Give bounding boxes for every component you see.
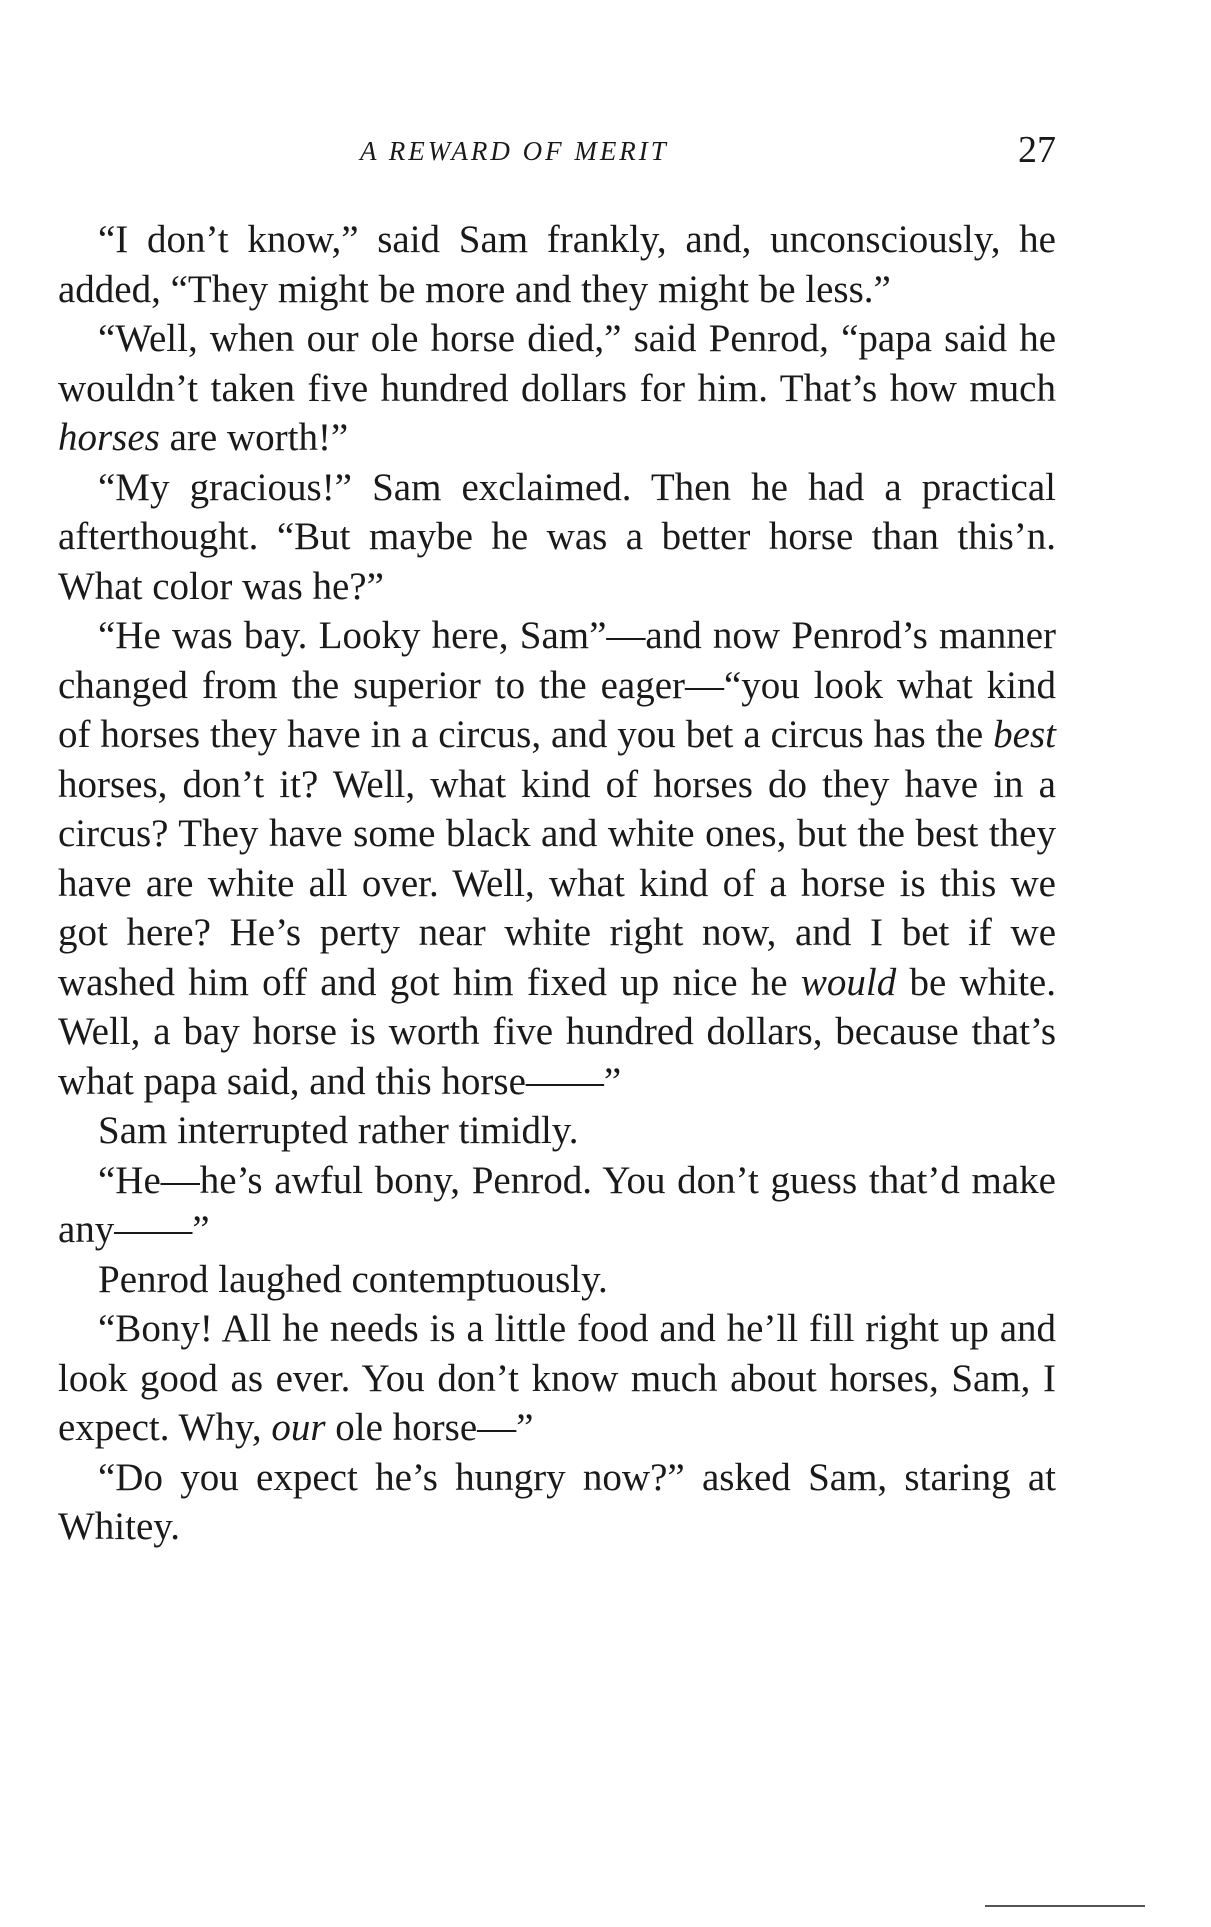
text-run: are worth!”	[159, 416, 349, 459]
italic-text: our	[271, 1406, 326, 1449]
italic-text: would	[800, 960, 897, 1004]
paragraph	[58, 1304, 1056, 1453]
running-title: A REWARD OF MERIT	[360, 136, 669, 166]
bottom-rule	[985, 1905, 1145, 1907]
text-run: “Well, when our ole horse died,” said Penrod, “papa said he wouldn’t taken five hundred dollars for him. That’s how much	[58, 317, 1056, 410]
paragraph	[58, 1156, 1056, 1255]
italic-text: horses	[58, 416, 160, 459]
page-number: 27	[1018, 129, 1056, 171]
text-run: “My gracious!” Sam exclaimed. Then he had a practical afterthought. “But maybe he was a better horse than this’n. What color was he?”	[58, 465, 1056, 608]
paragraph	[58, 1453, 1056, 1552]
paragraph	[58, 611, 1056, 1106]
paragraph	[58, 463, 1056, 612]
paragraph	[58, 314, 1056, 463]
text-run: Penrod laughed contemptuously.	[98, 1257, 608, 1301]
text-run: “He was bay. Looky here, Sam”—and now Penrod’s manner changed from the superior to the eager—“you look what kind of horses they have in a circus, and you bet a circus has the	[58, 614, 1056, 756]
paragraph	[58, 1106, 1056, 1156]
text-run: Sam interrupted rather timidly.	[98, 1109, 579, 1152]
text-run: ole horse—”	[325, 1406, 534, 1449]
text-run: “Bony! All he needs is a little food and he’ll fill right up and look good as ever. You don’t know much about horses, Sam, I expect. Why,	[58, 1307, 1056, 1449]
text-run: “He—he’s awful bony, Penrod. You don’t guess that’d make any——”	[58, 1158, 1056, 1251]
paragraph	[58, 1255, 1056, 1305]
text-run: “Do you expect he’s hungry now?” asked Sam, staring at Whitey.	[58, 1455, 1056, 1548]
paragraph	[58, 215, 1056, 314]
italic-text: best	[993, 713, 1056, 756]
body-text	[58, 215, 1056, 1552]
text-run: horses, don’t it? Well, what kind of horses do they have in a circus? They have some black and white ones, but the best they have are white all over. Well, what kind of a horse is this we got here? He’s perty near white right now, and I bet if we washed him off and got him fixed up nice he	[58, 762, 1056, 1004]
text-run: be white. Well, a bay horse is worth five hundred dollars, because that’s what papa said, and this horse——”	[58, 960, 1056, 1103]
page-header	[60, 128, 1056, 178]
text-run: “I don’t know,” said Sam frankly, and, unconsciously, he added, “They might be more and they might be less.”	[58, 218, 1056, 311]
